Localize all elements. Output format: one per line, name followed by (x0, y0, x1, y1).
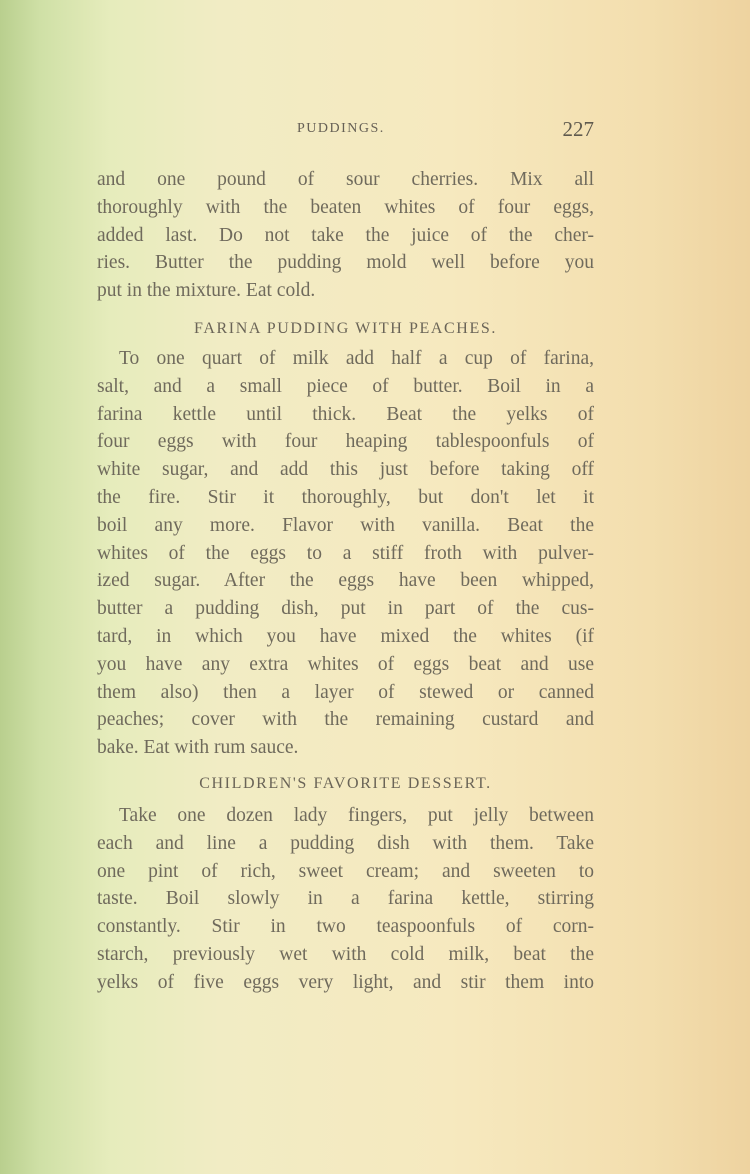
recipe-heading-childrens-dessert: CHILDREN'S FAVORITE DESSERT. (199, 775, 492, 792)
text-line: one pint of rich, sweet cream; and sweeten to (97, 860, 594, 882)
text-line: white sugar, and add this just before taking off (97, 459, 594, 481)
text-line: added last. Do not take the juice of the cher- (97, 224, 594, 246)
text-line: salt, and a small piece of butter. Boil in a (97, 375, 594, 397)
text-line: ized sugar. After the eggs have been whipped, (97, 570, 594, 592)
text-line: yelks of five eggs very light, and stir them into (97, 971, 594, 993)
recipe-heading-farina-pudding: FARINA PUDDING WITH PEACHES. (194, 320, 497, 337)
text-line: peaches; cover with the remaining custard and (97, 709, 594, 731)
text-line: and one pound of sour cherries. Mix all (97, 169, 594, 190)
text-line: whites of the eggs to a stiff froth with pulver- (97, 542, 594, 564)
text-line: bake. Eat with rum sauce. (97, 737, 299, 759)
text-line: boil any more. Flavor with vanilla. Beat the (97, 514, 594, 536)
text-line: farina kettle until thick. Beat the yelks of (97, 403, 594, 425)
text-line: butter a pudding dish, put in part of the cus- (97, 598, 594, 620)
text-line: four eggs with four heaping tablespoonfuls of (97, 431, 594, 453)
text-line: put in the mixture. Eat cold. (97, 280, 316, 302)
text-line: ries. Butter the pudding mold well before you (97, 252, 594, 274)
text-line: Take one dozen lady fingers, put jelly between (119, 805, 594, 826)
running-header (97, 117, 594, 141)
text-line: them also) then a layer of stewed or canned (97, 681, 594, 703)
text-line: each and line a pudding dish with them. Take (97, 832, 594, 854)
page-number: 227 (562, 117, 594, 141)
text-line: To one quart of milk add half a cup of farina, (119, 348, 594, 369)
text-line: you have any extra whites of eggs beat and use (97, 653, 594, 675)
running-head-title: PUDDINGS. (297, 121, 385, 136)
text-line: the fire. Stir it thoroughly, but don't let it (97, 486, 594, 508)
paragraph-cherry-pudding-end (97, 166, 594, 305)
text-line: thoroughly with the beaten whites of four eggs, (97, 196, 594, 218)
text-line: taste. Boil slowly in a farina kettle, stirring (97, 888, 594, 910)
paragraph-childrens-dessert (97, 802, 594, 997)
text-line: starch, previously wet with cold milk, beat the (97, 943, 594, 965)
text-line: constantly. Stir in two teaspoonfuls of corn- (97, 916, 594, 938)
text-line: tard, in which you have mixed the whites (if (97, 625, 594, 647)
paragraph-farina-pudding (97, 345, 594, 762)
